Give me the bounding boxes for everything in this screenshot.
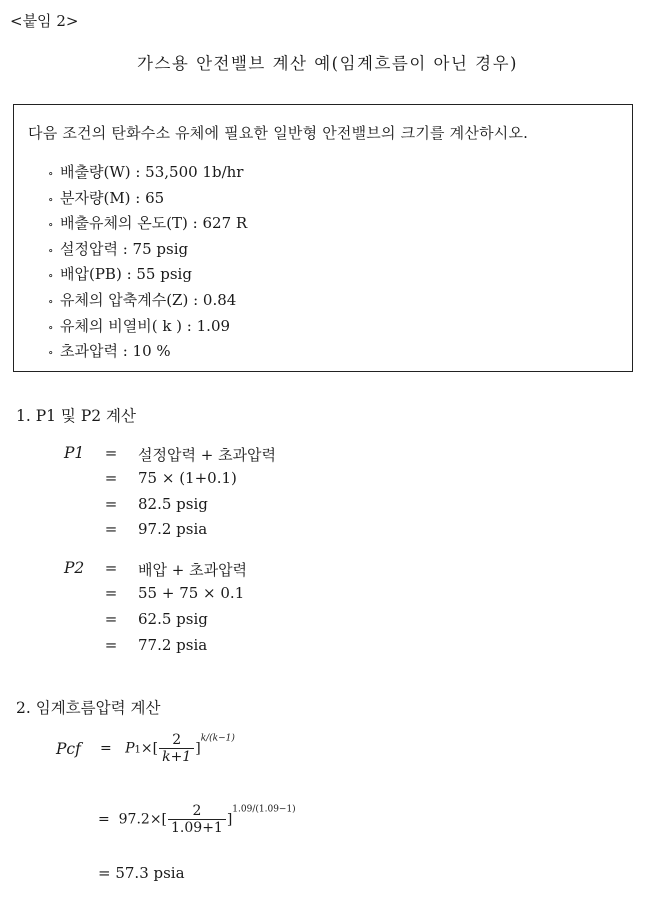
equals-sign: =	[100, 740, 112, 757]
bullet-icon: ∘	[48, 346, 54, 359]
section2-heading: 2. 임계흐름압력 계산	[16, 699, 161, 717]
attachment-label: <붙임 2>	[10, 12, 79, 30]
p1-line: 설정압력 + 초과압력	[138, 446, 277, 464]
section1-heading: 1. P1 및 P2 계산	[16, 407, 136, 425]
condition-item: ∘ 초과압력 : 10 %	[48, 342, 171, 360]
p1-line: 97.2 psia	[138, 520, 208, 538]
fraction-numerator: 2	[159, 732, 194, 749]
page-title: 가스용 안전밸브 계산 예(임계흐름이 아닌 경우)	[137, 54, 518, 73]
condition-item: ∘ 분자량(M) : 65	[48, 189, 165, 207]
equals-sign: =	[104, 495, 118, 513]
equals-sign: =	[104, 584, 118, 602]
formula-p-sub: 1	[134, 744, 141, 756]
equals-sign: =	[104, 520, 118, 538]
equals-sign: =	[104, 636, 118, 654]
bullet-icon: ∘	[48, 269, 54, 282]
condition-item: ∘ 배압(PB) : 55 psig	[48, 265, 192, 283]
bullet-icon: ∘	[48, 218, 54, 231]
condition-item: ∘ 설정압력 : 75 psig	[48, 240, 189, 258]
p2-line: 77.2 psia	[138, 636, 208, 654]
bullet-icon: ∘	[48, 193, 54, 206]
formula-bracket-close: ]	[195, 740, 201, 757]
substitution-exponent: 1.09/(1.09−1)	[232, 804, 296, 815]
fraction-denominator: k+1	[162, 749, 192, 765]
formula-fraction	[159, 732, 194, 765]
equals-sign: =	[104, 469, 118, 487]
p2-line: 62.5 psig	[138, 610, 208, 628]
condition-item: ∘ 유체의 압축계수(Z) : 0.84	[48, 291, 237, 309]
p1-line: 82.5 psig	[138, 495, 208, 513]
fraction-numerator: 2	[168, 803, 226, 820]
formula-p: P	[125, 740, 135, 757]
formula-bracket-close: ]	[226, 811, 233, 828]
substitution-lead: 97.2×[	[118, 811, 168, 828]
formula-bracket-open: ×[	[140, 740, 159, 757]
p2-line: 55 + 75 × 0.1	[138, 584, 245, 602]
critical-pressure-substitution	[98, 803, 296, 836]
condition-item: ∘ 배출량(W) : 53,500 1b/hr	[48, 163, 244, 181]
condition-item: ∘ 배출유체의 온도(T) : 627 R	[48, 214, 248, 232]
pcf-symbol: Pcf	[56, 740, 81, 758]
problem-intro: 다음 조건의 탄화수소 유체에 필요한 일반형 안전밸브의 크기를 계산하시오.	[28, 124, 529, 142]
equals-sign: =	[104, 610, 118, 628]
critical-pressure-formula	[100, 732, 235, 765]
critical-pressure-result: = 57.3 psia	[98, 864, 185, 882]
p2-line: 배압 + 초과압력	[138, 561, 248, 579]
substitution-fraction	[168, 803, 226, 836]
bullet-icon: ∘	[48, 295, 54, 308]
equals-sign: =	[98, 811, 110, 828]
problem-box	[13, 104, 633, 372]
equals-sign: =	[104, 444, 118, 462]
bullet-icon: ∘	[48, 167, 54, 180]
p1-line: 75 × (1+0.1)	[138, 469, 237, 487]
bullet-icon: ∘	[48, 244, 54, 257]
p2-symbol: P2	[64, 559, 85, 577]
equals-sign: =	[104, 559, 118, 577]
p1-symbol: P1	[64, 444, 85, 462]
bullet-icon: ∘	[48, 321, 54, 334]
formula-exponent: k/(k−1)	[200, 733, 235, 744]
fraction-denominator: 1.09+1	[171, 820, 223, 836]
condition-item: ∘ 유체의 비열비( k ) : 1.09	[48, 317, 231, 335]
